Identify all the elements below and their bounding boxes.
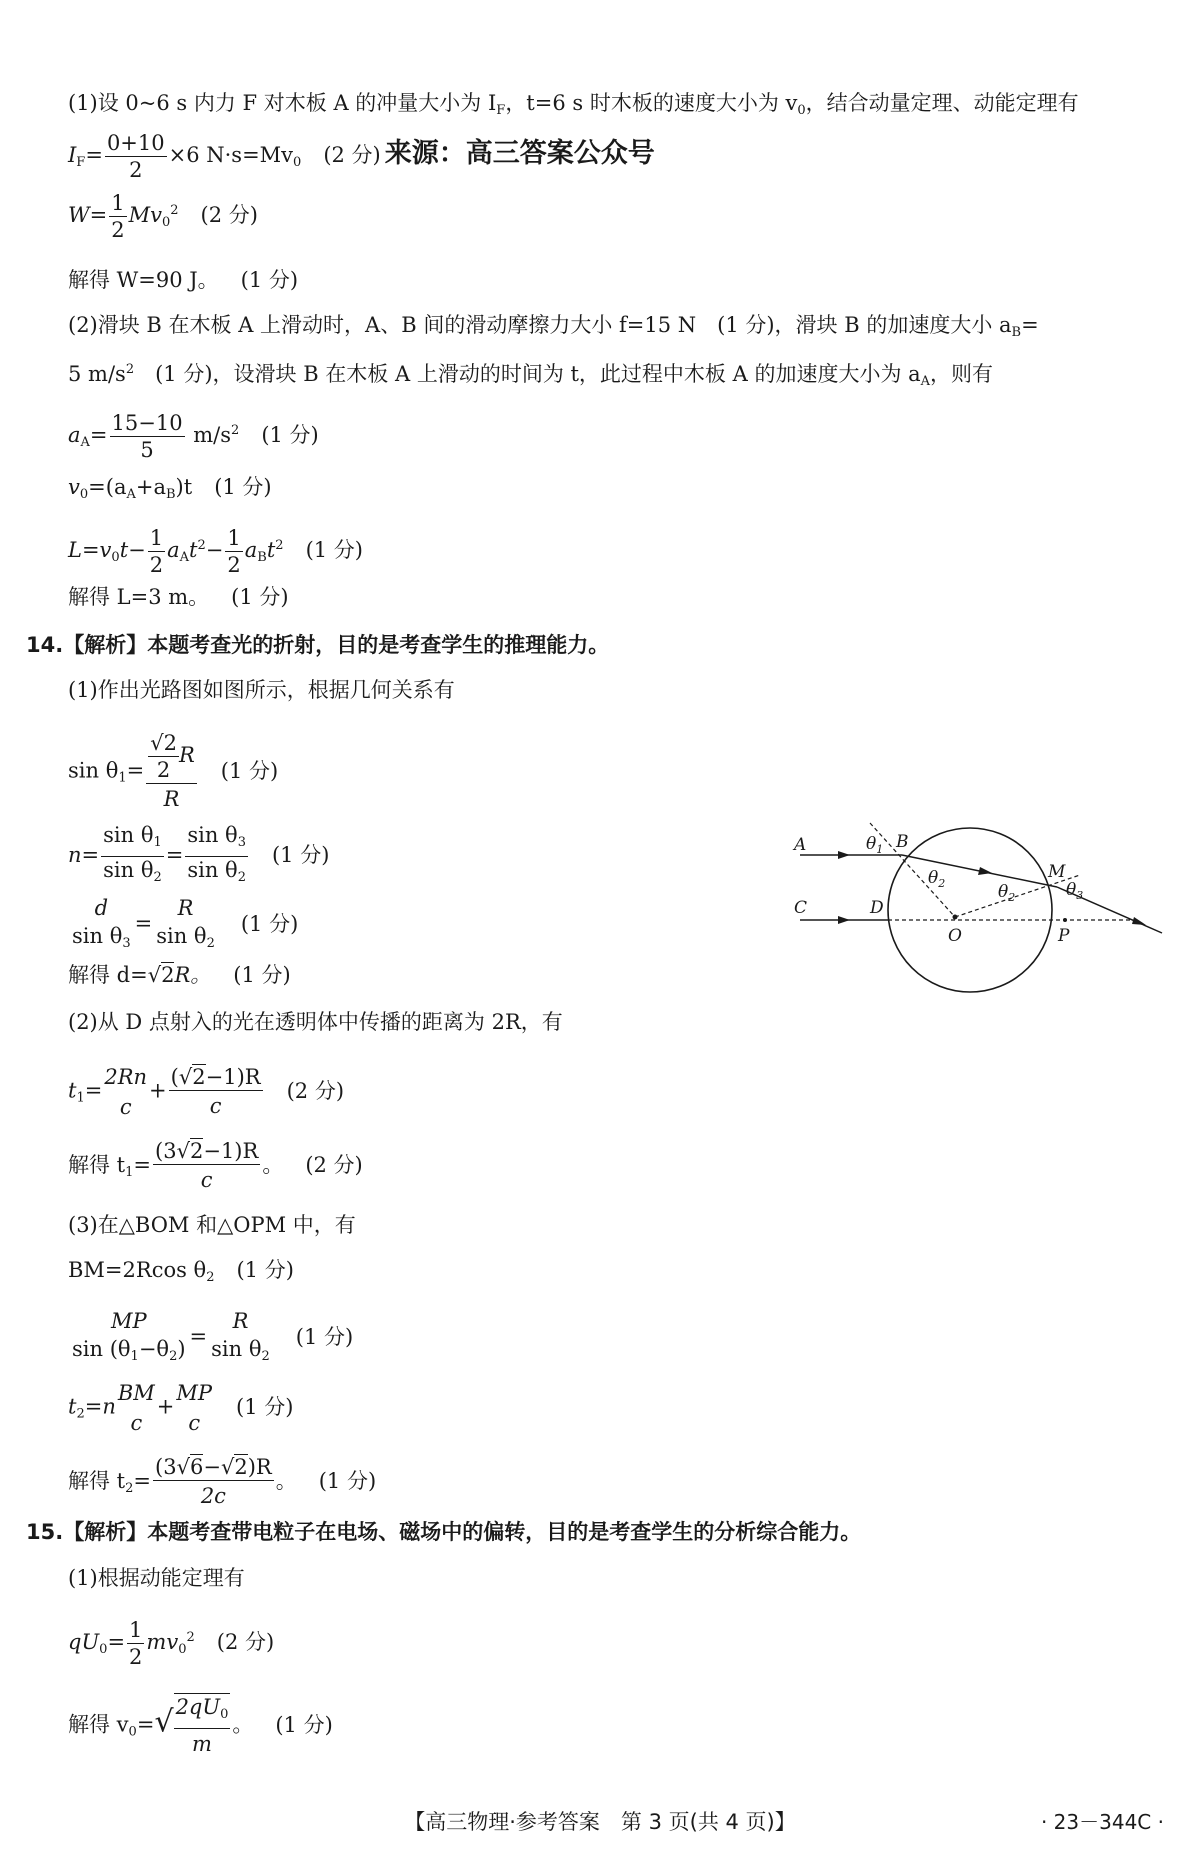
page-footer: 【高三物理·参考答案 第 3 页(共 4 页)】	[404, 1810, 796, 1834]
q14-eq1: $\sin \theta_1=$ $\frac{√2}{2}$ R R (1 分)	[68, 731, 279, 811]
ray-a-arrow	[838, 851, 850, 859]
q14-part2-intro: (2)从 D 点射入的光在透明体中传播的距离为 2R，有	[68, 1010, 563, 1034]
paper-code: · 23－344C ·	[1040, 1810, 1164, 1834]
q14-bm: BM=2Rcos $\theta_2$ (1 分)	[68, 1258, 294, 1285]
label-theta2b: $\theta_2$	[998, 882, 1016, 904]
q14-eq2: n= $\frac{\sin \theta_1}{\sin \theta_2}$ = $\frac{\sin \theta_3}{\sin \theta_2}$ (1 分)	[68, 823, 330, 885]
part2-eq1: $a_A=$ $\frac{15-10}{5}$ $m/s^2$ (1 分)	[68, 411, 319, 462]
q15-intro: (1)根据动能定理有	[68, 1566, 245, 1590]
part2-eq3: $L=v_0t-$ $\frac{1}{2}$ $a_At^2-$ $\frac{1}{2}$ $a_Bt^2$ (1 分)	[68, 526, 363, 577]
q15-result: 解得 $v_0=√$ $\frac{2qU_0}{m}$。 (1 分)	[68, 1693, 333, 1759]
q14-mp: MP $\sin (\theta_1-\theta_2)$ = R $\sin \theta_2$ (1 分)	[72, 1309, 354, 1364]
transparent-sphere	[888, 828, 1052, 992]
part2-line2: 5 $m/s^2$ (1 分)，设滑块 B 在木板 A 上滑动的时间为 t，此过程中木板 A 的加速度大小为 $a_A$，则有	[68, 362, 994, 389]
q14-eq3: d $\sin \theta_3$ = R $\sin \theta_2$ (1 分)	[72, 896, 299, 951]
label-theta3: $\theta_3$	[1066, 880, 1084, 902]
q14-t1: $t_1=$ 2Rn c+ $\frac{(√2-1)R}{c} (2$ 分)	[68, 1064, 345, 1119]
part2-eq2: $v_0=(a_A+a_B)t$ (1 分)	[68, 475, 272, 502]
label-b: B	[896, 832, 909, 852]
label-c: C	[794, 898, 808, 918]
q14-result1: 解得 d=√2R。 (1 分)	[68, 963, 291, 987]
label-m: M	[1048, 862, 1066, 882]
q14-t1-result: 解得 $t_1=$ $\frac{(3√2-1)R}{c}$。 (2 分)	[68, 1139, 363, 1192]
q14-intro: (1)作出光路图如图所示，根据几何关系有	[68, 678, 455, 702]
ray-c-arrow	[838, 916, 850, 924]
q15-eq1: $qU_0=$ $\frac{1}{2}$ $mv_0^2$ (2 分)	[68, 1618, 275, 1669]
label-d: D	[870, 898, 884, 918]
part1-eq2: W= $\frac{1}{2}$ $Mv_0^2$ (2 分)	[68, 191, 258, 242]
part1-result: 解得 W=90 J。 (1 分)	[68, 268, 299, 292]
point-o	[953, 915, 958, 920]
q14-t2-result: 解得 $t_2=$ $\frac{(3√6-√2)R}{2c}$。 (1 分)	[68, 1455, 377, 1508]
light-path-diagram	[790, 805, 1170, 1005]
label-theta1: $\theta_1$	[866, 834, 884, 856]
label-theta2a: $\theta_2$	[928, 868, 946, 890]
label-o: O	[948, 926, 962, 946]
source-note: 来源：高三答案公众号	[384, 138, 655, 169]
label-a: A	[794, 835, 807, 855]
point-p	[1063, 918, 1067, 922]
part2-line1: (2)滑块 B 在木板 A 上滑动时，A、B 间的滑动摩擦力大小 f=15 N (1 分)，滑块 B 的加速度大小 $a_B=$	[68, 313, 1039, 340]
part1-eq1: $I_F=$ $\frac{0+10}{2}$ ×6 $N\cdot s=Mv_0$ (2 分) 来源：高三答案公众号	[68, 131, 655, 182]
part1-line1: (1)设 0~6 s 内力 F 对木板 A 的冲量大小为 $I_F$，t=6 s 时木板的速度大小为 $v_0$，结合动量定理、动能定理有	[68, 91, 1079, 118]
label-p: P	[1058, 926, 1070, 946]
q15-heading: 15.【解析】本题考查带电粒子在电场、磁场中的偏转，目的是考查学生的分析综合能力。	[26, 1520, 862, 1544]
part2-result: 解得 L=3 m。 (1 分)	[68, 585, 289, 609]
q14-part3-intro: (3)在△BOM 和△OPM 中，有	[68, 1213, 356, 1237]
q14-t2: $t_2=n$ BM c+ MP c(1 分)	[68, 1381, 294, 1435]
ray-exit-arrow	[1132, 917, 1146, 925]
q14-heading: 14.【解析】本题考查光的折射，目的是考查学生的推理能力。	[26, 633, 610, 657]
